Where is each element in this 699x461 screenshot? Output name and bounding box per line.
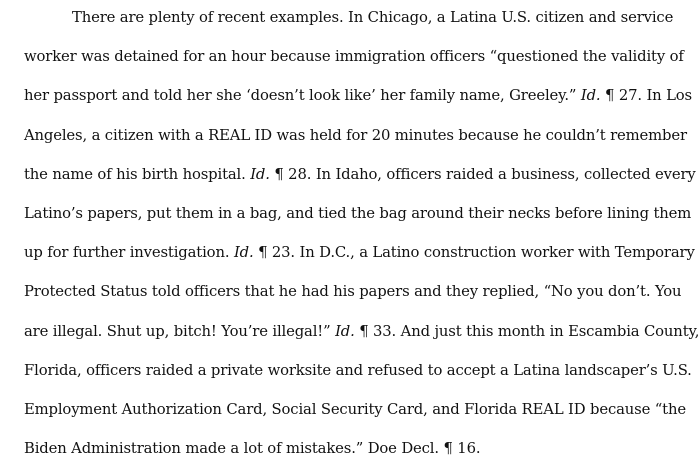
paragraph-line [24,84,692,108]
line-text: ¶ 28. In Idaho, officers raided a business, collected every [269,165,696,183]
paragraph-line [24,202,692,226]
citation-id: Id. [580,87,601,105]
paragraph-line [24,163,696,187]
paragraph-line [24,45,684,69]
line-text: her passport and told her she ‘doesn’t look like’ her family name, Greeley.” [24,87,581,105]
line-text: the name of his birth hospital. [24,165,251,183]
line-text: ¶ 33. And just this month in Escambia County, [354,322,699,340]
line-text: Latino’s papers, put them in a bag, and tied the bag around their necks before lining them [24,205,692,222]
line-text: Florida, officers raided a private worksite and refused to accept a Latina landscaper’s U.S. [24,361,692,379]
paragraph-line [72,6,674,30]
paragraph-line [24,280,682,304]
line-text: worker was detained for an hour because immigration officers “questioned the validity of [24,48,684,66]
line-text: Angeles, a citizen with a REAL ID was held for 20 minutes because he couldn’t remember [24,126,687,144]
line-text: Employment Authorization Card, Social Security Card, and Florida REAL ID because “the [24,401,686,418]
paragraph-line [24,359,692,383]
citation-id: Id. [335,322,355,340]
paragraph-line [24,320,699,344]
line-text: There are plenty of recent examples. In Chicago, a Latina U.S. citizen and service [72,9,674,26]
paragraph-line [24,124,687,148]
citation-id: Id. [233,244,254,262]
paragraph-line [24,241,695,265]
paragraph-line [24,437,648,461]
line-text: Protected Status told officers that he had his papers and they replied, “No you don’t. You [24,283,682,301]
line-text: ¶ 27. In Los [600,87,692,105]
line-text: are illegal. Shut up, bitch! You’re illegal!” [24,322,336,340]
line-text: ¶ 23. In D.C., a Latino construction worker with Temporary [253,244,695,262]
citation-id: Id. [250,165,270,183]
paragraph-line [24,398,686,422]
line-text: Biden Administration made a lot of mistakes.” Doe Decl. ¶ 16. [24,440,481,458]
line-text: up for further investigation. [24,244,234,262]
